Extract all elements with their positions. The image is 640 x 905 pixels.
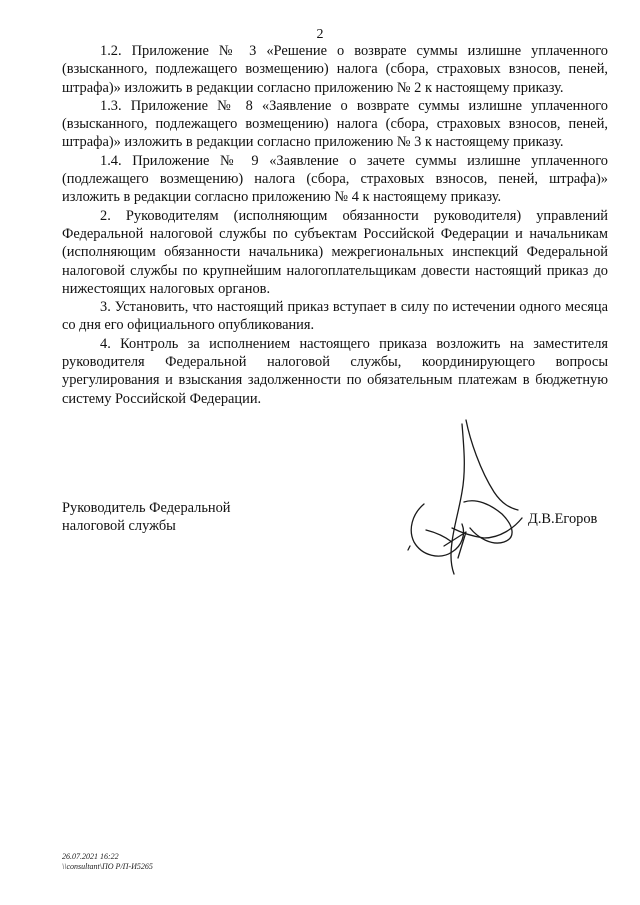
signer-name: Д.В.Егоров [528,511,598,527]
paragraph-3: 3. Установить, что настоящий приказ вступает в силу по истечении одного месяца со дня его официального опубликования. [62,299,608,334]
paragraph-2: 2. Руководителям (исполняющим обязанности руководителя) управлений Федеральной налоговой службы по субъектам Российской Федерации и начальникам (исполняющим обязанности начальника) межрегиональных инспекций Федеральной налоговой службы по крупнейшим налогоплательщикам довести настоящий приказ до нижестоящих налоговых органов. [62,207,608,297]
footer [62,852,153,872]
paragraph-4: 4. Контроль за исполнением настоящего приказа возложить на заместителя руководителя Федеральной налоговой службы, координирующего вопросы урегулирования и взыскания задолженности по обязательным платежам в бюджетную систему Российской Федерации. [62,335,608,407]
footer-timestamp: 26.07.2021 16:22 [62,852,119,861]
paragraph-1-3: 1.3. Приложение № 8 «Заявление о возврате суммы излишне уплаченного (взысканного, подлежащего возмещению) налога (сбора, страховых взносов, пеней, штрафа)» изложить в редакции согласно приложению № 3 к настоящему приказу. [62,97,608,151]
paragraph-1-2: 1.2. Приложение № 3 «Решение о возврате суммы излишне уплаченного (взысканного, подлежащего возмещению) налога (сбора, страховых взносов, пеней, штрафа)» изложить в редакции согласно приложению № 2 к настоящему приказу. [62,43,608,96]
handwritten-signature [404,418,532,576]
signer-title-line1: Руководитель Федеральной [62,500,231,516]
signer-title [62,499,231,536]
signer-title-line2: налоговой службы [62,518,176,535]
paragraph-1-4: 1.4. Приложение № 9 «Заявление о зачете суммы излишне уплаченного (подлежащего возмещению) налога (сбора, страховых взносов, пеней, штрафа)» изложить в редакции согласно приложению № 4 к настоящему приказу. [62,152,608,206]
footer-code: \\consultant\ПО Р/П-И5265 [62,862,153,871]
document-body [62,42,608,408]
page-number: 2 [316,27,324,42]
